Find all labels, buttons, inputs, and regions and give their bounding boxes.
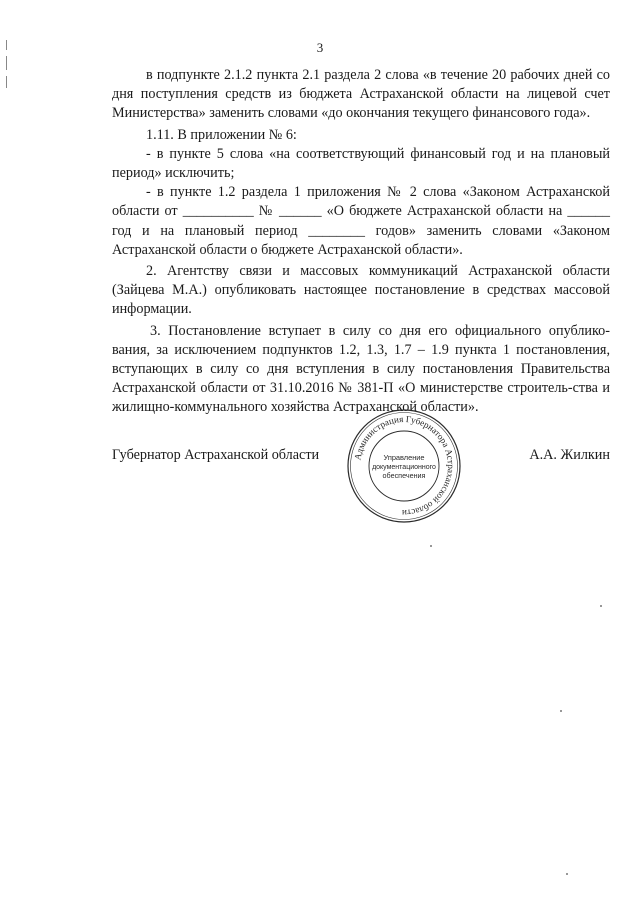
- paragraph-item-2: 2. Агентству связи и массовых коммуникаций Астраханской области (Зайцева М.А.) опубликовать настоящее постановление в средствах массовой информации.: [112, 263, 610, 318]
- document-body: [112, 66, 610, 418]
- stamp-inner-line-1: Управление: [383, 453, 425, 462]
- signatory-position: Губернатор Астраханской области: [112, 447, 320, 463]
- stamp-inner-line-2: документационного: [372, 464, 436, 471]
- stamp-outer-text: Администрация Губернатора Астраханской области: [352, 413, 457, 519]
- scan-speck: [600, 605, 602, 607]
- page-number: 3: [316, 40, 324, 55]
- paragraph-1-11: 1.11. В приложении № 6:: [146, 126, 297, 143]
- paragraph-subitem-2-1-2: в подпункте 2.1.2 пункта 2.1 раздела 2 слова «в течение 20 рабочих дней со дня поступления средств из бюджета Астраханской области на лицевой счет Министерства» заменить словами «до окончания текущего финансового года».: [112, 67, 610, 122]
- paragraph-point-5: - в пункте 5 слова «на соответствующий финансовый год и на плановый период» исключить;: [112, 145, 610, 182]
- scan-speck: [566, 873, 568, 875]
- paragraph-item-3: 3. Постановление вступает в силу со дня его официального опублико-вания, за исключением подпунктов 1.2, 1.3, 1.7 – 1.9 пункта 1 постановления, вступающих в силу со дня вступления в силу постановления Правительства Астраханской области от 31.10.2016 № 381-П «О министерстве строитель-ства и жилищно-коммунального хозяйства Астраханской области».: [112, 322, 610, 416]
- scan-speck: [430, 545, 432, 547]
- paragraph-point-1-2: - в пункте 1.2 раздела 1 приложения № 2 слова «Законом Астраханской области от __________ № ______ «О бюджете Астраханской области на ______ год и на плановый период ________ годов» заменить словами «Законом Астраханской области о бюджете Астраханской области».: [112, 184, 610, 258]
- stamp-inner-line-3: обеспечения: [382, 471, 426, 480]
- scan-speck: [560, 710, 562, 712]
- signatory-name: А.А. Жилкин: [529, 447, 610, 463]
- official-stamp: [346, 408, 462, 524]
